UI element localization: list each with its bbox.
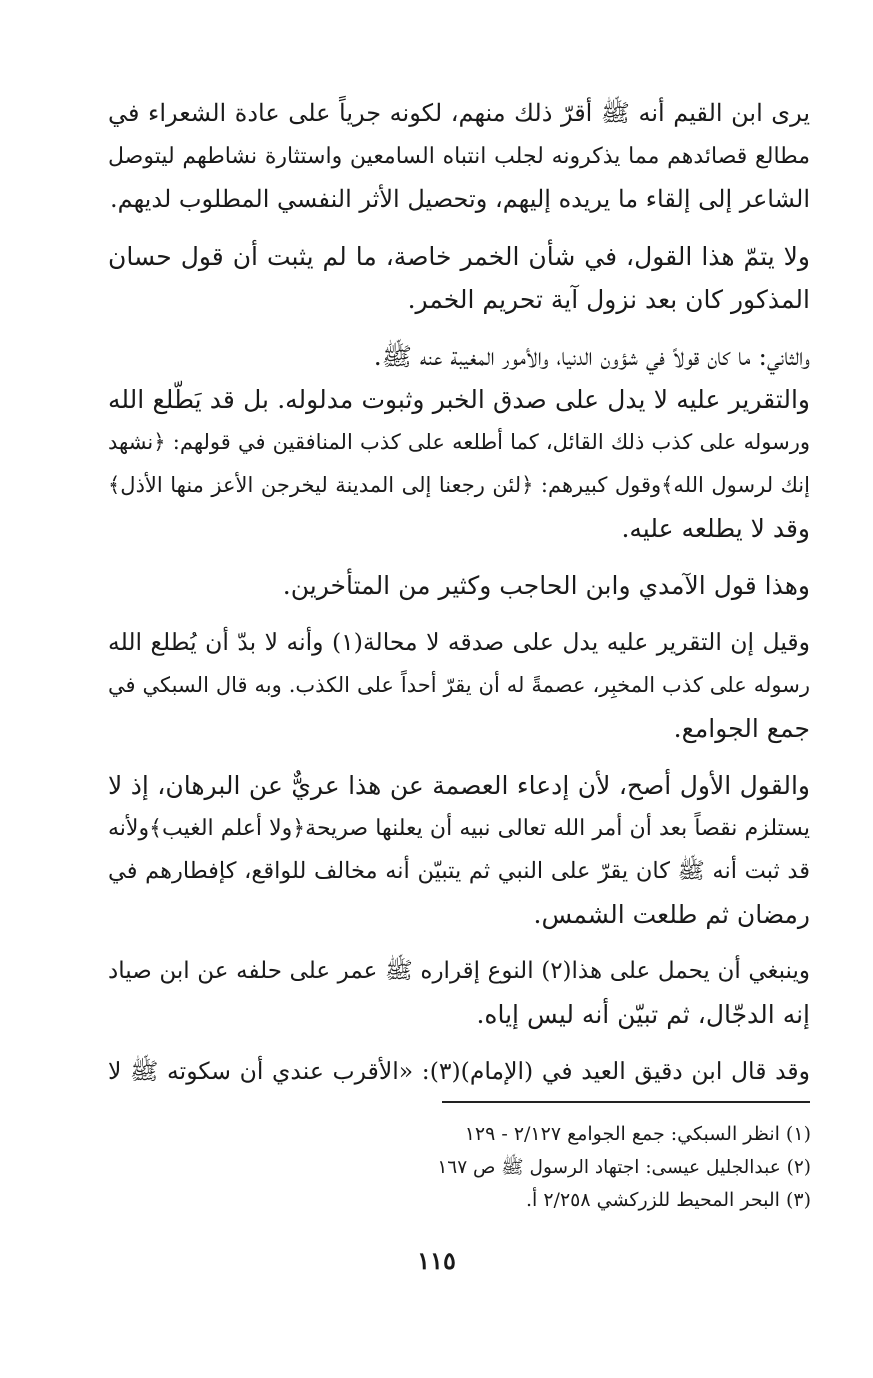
text-line: مطالع قصائدهم مما يذكرونه لجلب انتباه السامعين واستثارة نشاطهم ليتوصل (108, 144, 810, 169)
text-line: إنه الدجّال، ثم تبيّن أنه ليس إياه. (476, 1000, 810, 1029)
paragraph-4 (108, 564, 810, 607)
text-line: ورسوله على كذب ذلك القائل، كما أطلعه على كذب المنافقين في قولهم: ﴿نشهد (108, 430, 810, 454)
paragraph-8 (108, 1050, 810, 1093)
text-line: وقد قال ابن دقيق العيد في (الإمام)(٣): «الأقرب عندي أن سكوته ﷺ لا (108, 1057, 810, 1085)
paragraph-7 (108, 950, 810, 1036)
text-line: جمع الجوامع. (673, 714, 810, 743)
paragraph-2 (108, 235, 810, 321)
footnote-2: (٢) عبدالجليل عيسى: اجتهاد الرسول ﷺ ص ١٦٧ (437, 1157, 811, 1178)
text-line: وهذا قول الآمدي وابن الحاجب وكثير من المتأخرين. (282, 571, 810, 600)
text-line: وقد لا يطلعه عليه. (621, 514, 810, 543)
text-line: إنك لرسول الله﴾وقول كبيرهم: ﴿لئن رجعنا إلى المدينة ليخرجن الأعز منها الأذل﴾ (108, 473, 810, 497)
text-line: والقول الأول أصح، لأن إدعاء العصمة عن هذا عريٌّ عن البرهان، إذ لا (108, 771, 810, 800)
paragraph-1 (108, 92, 810, 221)
text-line: وينبغي أن يحمل على هذا(٢) النوع إقراره ﷺ عمر على حلفه عن ابن صياد (108, 958, 810, 984)
text-line: يستلزم نقصاً بعد أن أمر الله تعالى نبيه أن يعلنها صريحة﴿ولا أعلم الغيب﴾ولأنه (108, 816, 810, 841)
footnote-1: (١) انظر السبكي: جمع الجوامع ٢/١٢٧ - ١٢٩ (464, 1123, 811, 1145)
footnotes (431, 1118, 811, 1217)
paragraph-5 (108, 621, 810, 750)
text-line: والثاني: ما كان قولاً في شؤون الدنيا، والأمور المغيبة عنه ﷺ. (373, 342, 810, 371)
text-line: الشاعر إلى إلقاء ما يريده إليهم، وتحصيل الأثر النفسي المطلوب لديهم. (110, 185, 810, 213)
text-line: ولا يتمّ هذا القول، في شأن الخمر خاصة، ما لم يثبت أن قول حسان (108, 242, 810, 271)
main-text (108, 92, 810, 1093)
text-line: رسوله على كذب المخبِر، عصمةً له أن يقرّ أحداً على الكذب. وبه قال السبكي في (108, 673, 810, 697)
footnote-3: (٣) البحر المحيط للزركشي ٢/٢٥٨ أ. (525, 1189, 811, 1211)
paragraph-3 (108, 335, 810, 550)
text-line: قد ثبت أنه ﷺ كان يقرّ على النبي ثم يتبيّن أنه مخالف للواقع، كإفطارهم في (108, 858, 810, 884)
text-line: المذكور كان بعد نزول آية تحريم الخمر. (407, 285, 810, 314)
text-line: يرى ابن القيم أنه ﷺ أقرّ ذلك منهم، لكونه جرياً على عادة الشعراء في (108, 99, 810, 127)
footnote-divider (442, 1101, 810, 1103)
text-line: وقيل إن التقرير عليه يدل على صدقه لا محالة(١) وأنه لا بدّ أن يُطلع الله (108, 628, 811, 656)
page-number: ١١٥ (417, 1246, 456, 1275)
paragraph-6 (108, 764, 810, 936)
text-line: والتقرير عليه لا يدل على صدق الخبر وثبوت مدلوله. بل قد يَطّلع الله (108, 385, 810, 414)
text-line: رمضان ثم طلعت الشمس. (533, 900, 810, 929)
